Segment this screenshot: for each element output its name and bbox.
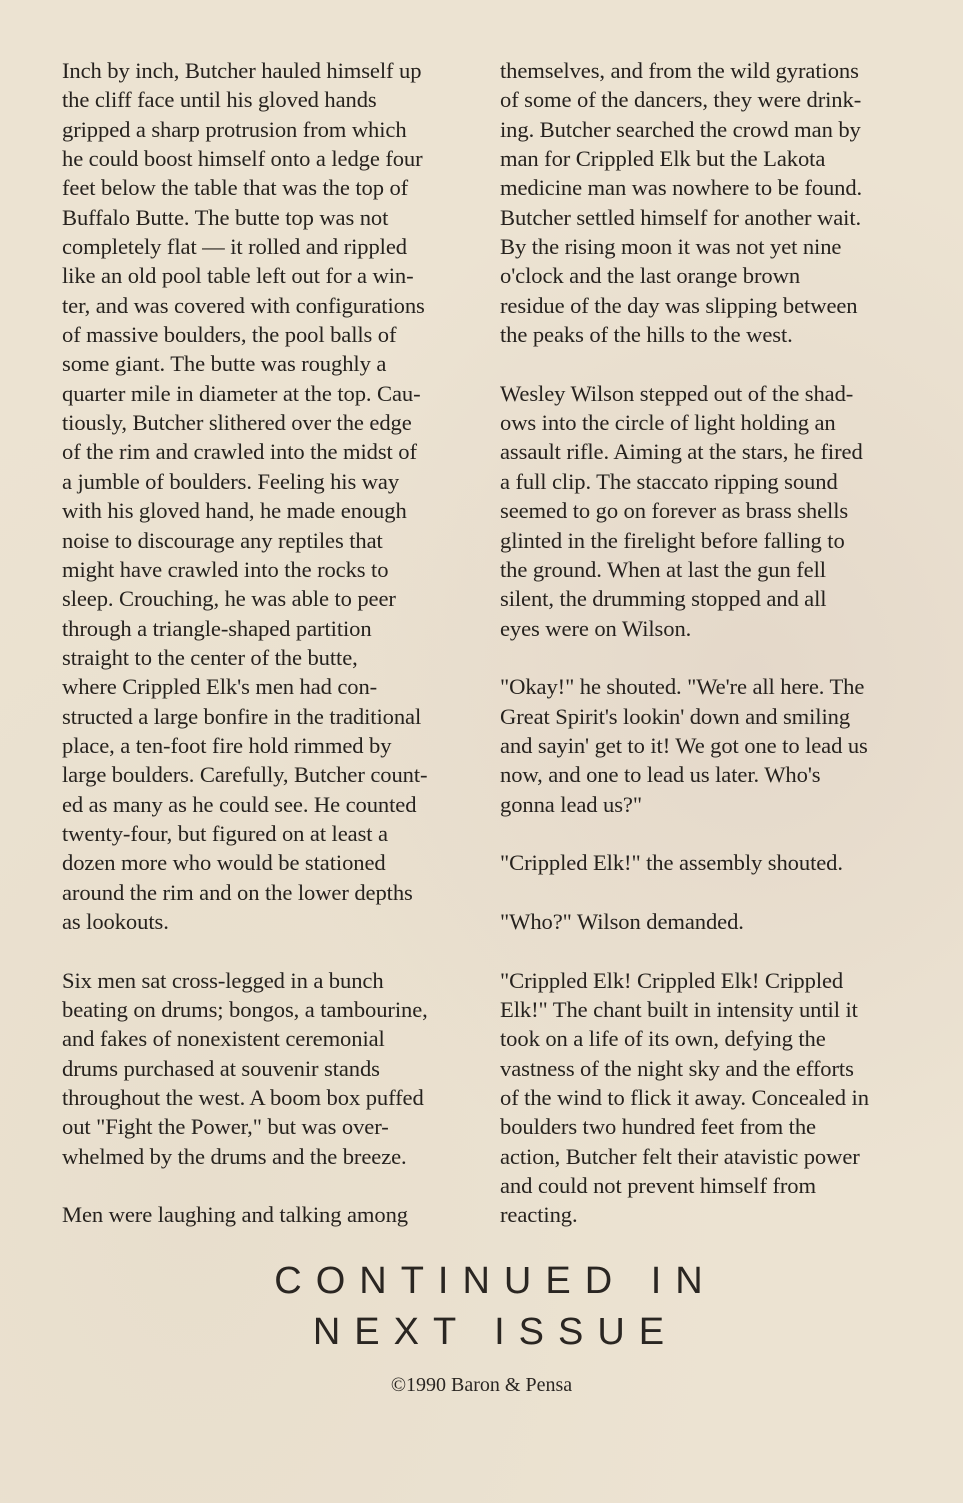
paragraph bbox=[62, 1200, 482, 1229]
paragraph bbox=[500, 907, 920, 936]
paragraph-gap bbox=[500, 936, 920, 965]
text-line: whelmed by the drums and the breeze. bbox=[62, 1143, 407, 1169]
text-line: the cliff face until his gloved hands bbox=[62, 87, 377, 113]
paragraph-gap bbox=[500, 878, 920, 907]
text-line: beating on drums; bongos, a tambourine, bbox=[62, 997, 428, 1022]
text-line: might have crawled into the rocks to bbox=[62, 556, 389, 582]
text-line: now, and one to lead us later. Who's bbox=[500, 762, 821, 788]
text-line: the ground. When at last the gun fell bbox=[500, 556, 826, 582]
paragraph-gap bbox=[62, 936, 482, 965]
text-line: out "Fight the Power," but was over- bbox=[62, 1114, 389, 1140]
text-line: ter, and was covered with configurations bbox=[62, 292, 425, 318]
paragraph bbox=[500, 672, 920, 819]
text-line: Great Spirit's lookin' down and smiling bbox=[500, 703, 851, 729]
paragraph-gap bbox=[500, 819, 920, 848]
paragraph bbox=[500, 966, 920, 1230]
text-line: ows into the circle of light holding an bbox=[500, 410, 836, 436]
text-line: Wesley Wilson stepped out of the shad- bbox=[500, 380, 854, 406]
text-line: quarter mile in diameter at the top. Cau- bbox=[62, 380, 421, 406]
text-line: Elk!" The chant built in intensity until it bbox=[500, 997, 858, 1022]
text-line: action, Butcher felt their atavistic power bbox=[500, 1143, 860, 1169]
text-line: some giant. The butte was roughly a bbox=[62, 351, 387, 377]
text-line: like an old pool table left out for a win- bbox=[62, 263, 414, 289]
text-line: a full clip. The staccato ripping sound bbox=[500, 468, 838, 494]
text-line: around the rim and on the lower depths bbox=[62, 879, 413, 905]
text-line: Butcher settled himself for another wait. bbox=[500, 204, 862, 230]
text-line: "Crippled Elk! Crippled Elk! Crippled bbox=[500, 967, 844, 993]
text-line: Inch by inch, Butcher hauled himself up bbox=[62, 58, 422, 83]
text-line: of some of the dancers, they were drink- bbox=[500, 87, 862, 113]
text-line: man for Crippled Elk but the Lakota bbox=[500, 146, 826, 172]
text-line: the peaks of the hills to the west. bbox=[500, 322, 793, 348]
text-line: tiously, Butcher slithered over the edge bbox=[62, 410, 412, 436]
paragraph bbox=[62, 966, 482, 1171]
text-line: seemed to go on forever as brass shells bbox=[500, 498, 849, 524]
continued-heading-line1: CONTINUED IN bbox=[274, 1260, 717, 1302]
text-line: reacting. bbox=[500, 1202, 578, 1228]
text-line: boulders two hundred feet from the bbox=[500, 1114, 816, 1140]
text-line: feet below the table that was the top of bbox=[62, 175, 409, 201]
text-line: of the wind to flick it away. Concealed in bbox=[500, 1085, 869, 1111]
text-line: "Crippled Elk!" the assembly shouted. bbox=[500, 850, 843, 876]
text-line: noise to discourage any reptiles that bbox=[62, 527, 383, 553]
text-line: and sayin' get to it! We got one to lead us bbox=[500, 732, 868, 758]
text-line: large boulders. Carefully, Butcher count- bbox=[62, 762, 428, 788]
text-line: sleep. Crouching, he was able to peer bbox=[62, 586, 396, 612]
text-line: twenty-four, but figured on at least a bbox=[62, 820, 388, 846]
right-text-column bbox=[500, 56, 920, 1230]
paragraph-gap bbox=[500, 349, 920, 378]
paragraph bbox=[500, 848, 920, 877]
text-line: completely flat — it rolled and rippled bbox=[62, 234, 407, 260]
text-line: through a triangle-shaped partition bbox=[62, 615, 372, 641]
text-line: where Crippled Elk's men had con- bbox=[62, 674, 378, 700]
text-line: Six men sat cross-legged in a bunch bbox=[62, 967, 384, 993]
text-line: place, a ten-foot fire hold rimmed by bbox=[62, 732, 392, 758]
text-line: o'clock and the last orange brown bbox=[500, 263, 801, 289]
text-line: took on a life of its own, defying the bbox=[500, 1026, 826, 1052]
text-line: Buffalo Butte. The butte top was not bbox=[62, 204, 389, 230]
paragraph-gap bbox=[62, 1171, 482, 1200]
text-line: of the rim and crawled into the midst of bbox=[62, 439, 417, 465]
text-line: straight to the center of the butte, bbox=[62, 644, 358, 670]
paragraph bbox=[500, 379, 920, 643]
continued-heading-line2: NEXT ISSUE bbox=[312, 1311, 679, 1353]
text-line: as lookouts. bbox=[62, 908, 169, 934]
text-line: of massive boulders, the pool balls of bbox=[62, 322, 397, 348]
text-line: and could not prevent himself from bbox=[500, 1173, 816, 1199]
text-line: "Who?" Wilson demanded. bbox=[500, 908, 744, 934]
text-line: ing. Butcher searched the crowd man by bbox=[500, 116, 861, 142]
text-line: By the rising moon it was not yet nine bbox=[500, 234, 842, 260]
text-line: Men were laughing and talking among bbox=[62, 1202, 408, 1228]
paragraph bbox=[62, 56, 482, 936]
paragraph-gap bbox=[500, 643, 920, 672]
paragraph bbox=[500, 56, 920, 349]
text-line: silent, the drumming stopped and all bbox=[500, 586, 827, 612]
text-line: gripped a sharp protrusion from which bbox=[62, 116, 407, 142]
text-line: structed a large bonfire in the traditional bbox=[62, 703, 422, 729]
text-line: ed as many as he could see. He counted bbox=[62, 791, 417, 817]
text-line: dozen more who would be stationed bbox=[62, 850, 386, 876]
text-line: eyes were on Wilson. bbox=[500, 615, 692, 641]
text-line: with his gloved hand, he made enough bbox=[62, 498, 407, 524]
text-line: drums purchased at souvenir stands bbox=[62, 1055, 380, 1081]
copyright-notice: ©1990 Baron & Pensa bbox=[390, 1374, 573, 1396]
text-line: medicine man was nowhere to be found. bbox=[500, 175, 863, 201]
text-line: glinted in the firelight before falling to bbox=[500, 527, 845, 553]
text-line: vastness of the night sky and the efforts bbox=[500, 1055, 854, 1081]
text-line: and fakes of nonexistent ceremonial bbox=[62, 1026, 385, 1052]
left-text-column bbox=[62, 56, 482, 1230]
text-line: he could boost himself onto a ledge four bbox=[62, 146, 423, 172]
text-line: "Okay!" he shouted. "We're all here. The bbox=[500, 674, 865, 700]
text-line: assault rifle. Aiming at the stars, he fired bbox=[500, 439, 863, 465]
text-line: residue of the day was slipping between bbox=[500, 292, 858, 318]
text-line: themselves, and from the wild gyrations bbox=[500, 58, 859, 83]
text-line: a jumble of boulders. Feeling his way bbox=[62, 468, 400, 494]
text-line: gonna lead us?" bbox=[500, 791, 642, 817]
text-line: throughout the west. A boom box puffed bbox=[62, 1085, 424, 1111]
